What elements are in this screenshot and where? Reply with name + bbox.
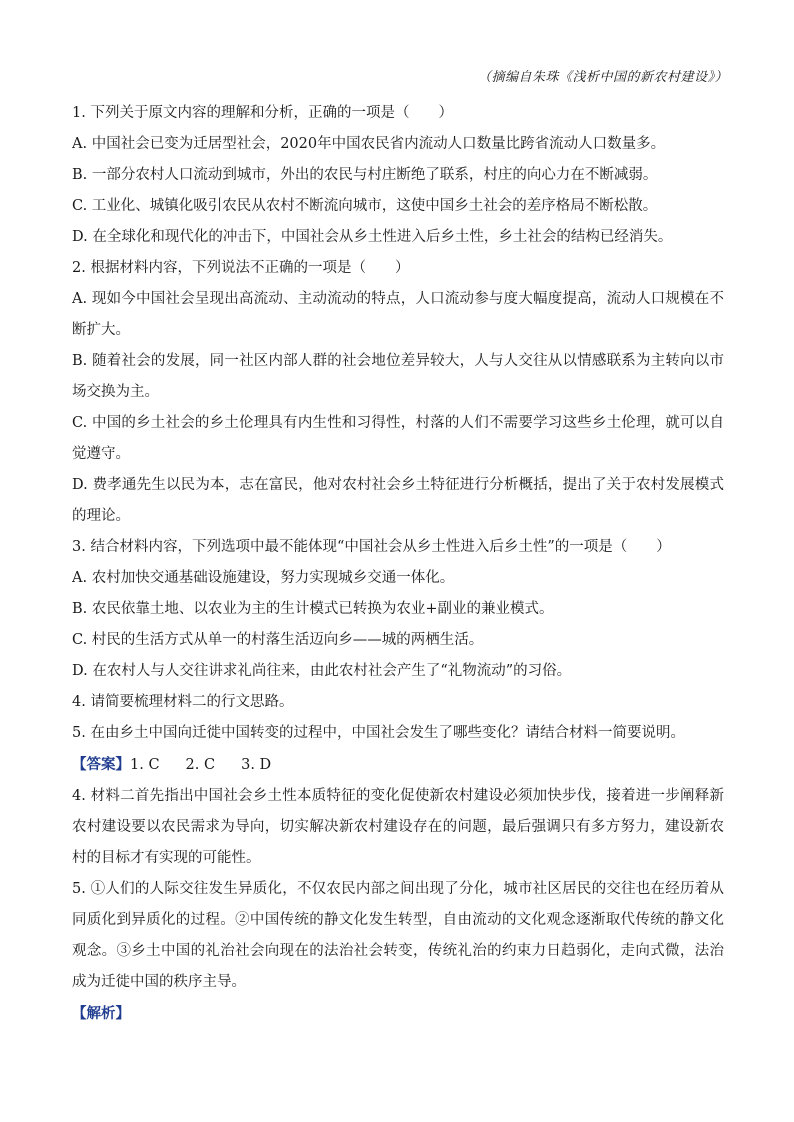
answer-row: [72, 749, 724, 781]
question-1-option-a: A. 中国社会已变为迁居型社会，2020年中国农民省内流动人口数量比跨省流动人口数量多。: [72, 136, 666, 152]
question-3-option-d: D. 在农村人与人交往讲求礼尚往来，由此农村社会产生了“礼物流动”的习俗。: [72, 663, 572, 679]
analysis-tag: 【解析】: [72, 1005, 130, 1022]
answer-2: 2. C: [185, 757, 216, 773]
question-3-option-a: A. 农村加快交通基础设施建设，努力实现城乡交通一体化。: [72, 570, 455, 586]
question-2-option-c: C. 中国的乡土社会的乡土伦理具有内生性和习得性，村落的人们不需要学习这些乡土伦理，就可以自觉遵守。: [72, 415, 724, 462]
question-3-option-b: B. 农民依靠土地、以农业为主的生计模式已转换为农业+副业的兼业模式。: [72, 601, 554, 617]
question-5-stem: 5. 在由乡土中国向迁徙中国转变的过程中，中国社会发生了哪些变化？请结合材料一简要说明。: [72, 725, 685, 741]
question-2-stem: 2. 根据材料内容，下列说法不正确的一项是（ ）: [72, 260, 410, 276]
question-1-option-d: D. 在全球化和现代化的冲击下，中国社会从乡土性进入后乡土性，乡土社会的结构已经消失。: [72, 229, 673, 245]
question-3-stem: 3. 结合材料内容，下列选项中最不能体现“中国社会从乡土性进入后乡土性”的一项是（ ）: [72, 539, 671, 555]
answer-1: 1. C: [130, 757, 160, 773]
question-4-stem: 4. 请简要梳理材料二的行文思路。: [72, 694, 294, 710]
question-1-option-c: C. 工业化、城镇化吸引农民从农村不断流向城市，这使中国乡土社会的差序格局不断松散。: [72, 198, 658, 214]
question-2-option-a: A. 现如今中国社会呈现出高流动、主动流动的特点，人口流动参与度大幅度提高，流动人口规模在不断扩大。: [72, 291, 724, 338]
question-3-option-c: C. 村民的生活方式从单一的村落生活迈向乡——城的两栖生活。: [72, 632, 484, 648]
answer-tag: 【答案】: [72, 756, 130, 773]
answer-q5: 5. ①人们的人际交往发生异质化，不仅农民内部之间出现了分化，城市社区居民的交往也在经历着从同质化到异质化的过程。②中国传统的静文化发生转型，自由流动的文化观念逐渐取代传统的静文化观念。③乡土中国的礼治社会向现在的法治社会转变，传统礼治的约束力日趋弱化，走向式微，法治成为迁徙中国的秩序主导。: [72, 881, 724, 990]
question-content: [72, 98, 724, 1029]
source-note: （摘编自朱珠《浅析中国的新农村建设》）: [477, 70, 728, 85]
question-1-stem: 1. 下列关于原文内容的理解和分析，正确的一项是（ ）: [72, 105, 453, 121]
question-2-option-b: B. 随着社会的发展，同一社区内部人群的社会地位差异较大，人与人交往从以情感联系为主转向以市场交换为主。: [72, 353, 724, 400]
answer-3: 3. D: [241, 757, 272, 773]
question-1-option-b: B. 一部分农村人口流动到城市，外出的农民与村庄断绝了联系，村庄的向心力在不断减弱。: [72, 167, 658, 183]
question-2-option-d: D. 费孝通先生以民为本，志在富民，他对农村社会乡土特征进行分析概括，提出了关于农村发展模式的理论。: [72, 477, 724, 524]
answer-q4: 4. 材料二首先指出中国社会乡土性本质特征的变化促使新农村建设必须加快步伐，接着进一步阐释新农村建设要以农民需求为导向，切实解决新农村建设存在的问题，最后强调只有多方努力，建设新农村的目标才有实现的可能性。: [72, 788, 724, 866]
